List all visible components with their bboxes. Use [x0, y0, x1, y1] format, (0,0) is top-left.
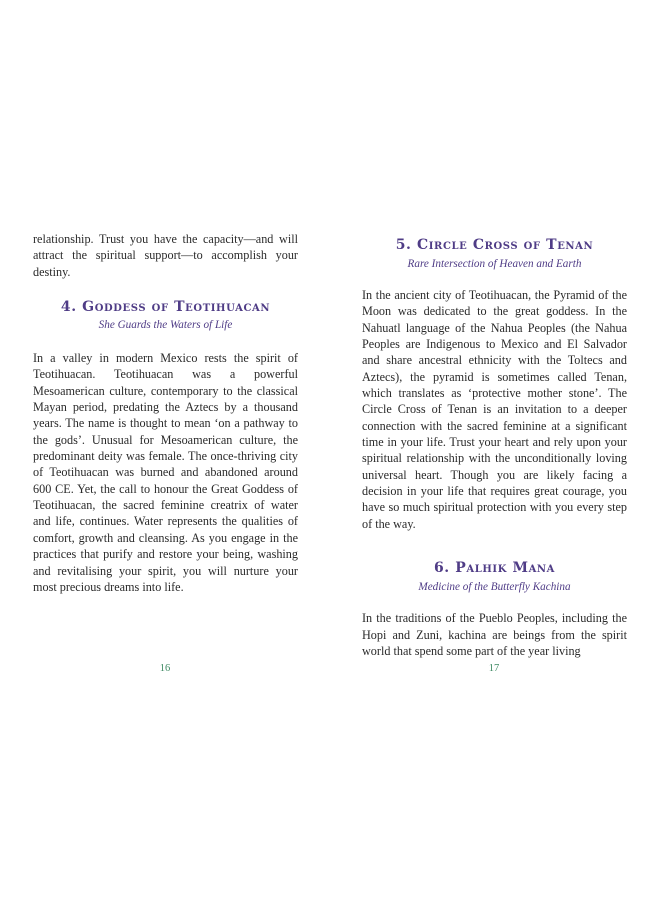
section-6-subheading: Medicine of the Butterfly Kachina [418, 581, 571, 594]
right-page [362, 236, 627, 659]
section-4-heading: 4. Goddess of Teotihuacan [60, 299, 271, 316]
page-number-right: 17 [488, 663, 500, 674]
section-5-body: In the ancient city of Teotihuacan, the Pyramid of the Moon was dedicated to the great goddess. In the Nahuatl language of the Nahua Peoples (the Nahua Peoples are Indigenous to Mexico and El Salvador and share ancestral ethnicity with the Toltecs and Aztecs), the pyramid is sometimes called Tenan, which translates as ‘protective mother stone’. The Circle Cross of Tenan is an invitation to a deeper connection with the sacred feminine at a significant time in your life. Trust your heart and rely upon your spiritual relationship with the unconditionally loving universal heart. Though you are likely facing a decision in your life that requires great courage, you have so much spiritual protection with you every step of the way. [362, 288, 627, 531]
section-5-heading: 5. Circle Cross of Tenan [395, 237, 594, 253]
page-number-left: 16 [159, 663, 171, 674]
section-6-body: In the traditions of the Pueblo Peoples, including the Hopi and Zuni, kachina are beings from the spirit world that spend some part of the year living [362, 611, 627, 658]
intro-paragraph: relationship. Trust you have the capacity—and will attract the spiritual support—to accomplish your destiny. [33, 232, 298, 279]
section-5-subheading: Rare Intersection of Heaven and Earth [407, 258, 582, 270]
section-4-subheading: She Guards the Waters of Life [98, 319, 233, 332]
left-page [33, 231, 298, 595]
section-6-heading: 6. Palhik Mana [433, 560, 556, 577]
section-4-body: In a valley in modern Mexico rests the spirit of Teotihuacan. Teotihuacan was a powerful Mesoamerican culture, contemporary to the classical Mayan period, predating the Aztecs by a thousand years. The name is thought to mean ‘on a pathway to the gods’. Unusual for Mesoamerican culture, the predominant deity was female. The once-thriving city of Teotihuacan was burned and abandoned around 600 CE. Yet, the call to honour the Great Goddess of Teotihuacan, the sacred feminine creatrix of water and life, continues. Water represents the qualities of comfort, growth and cleansing. As you engage in the practices that purify and restore your being, washing and revitalising your spirit, you will nurture your most precious dreams into life. [33, 351, 298, 594]
